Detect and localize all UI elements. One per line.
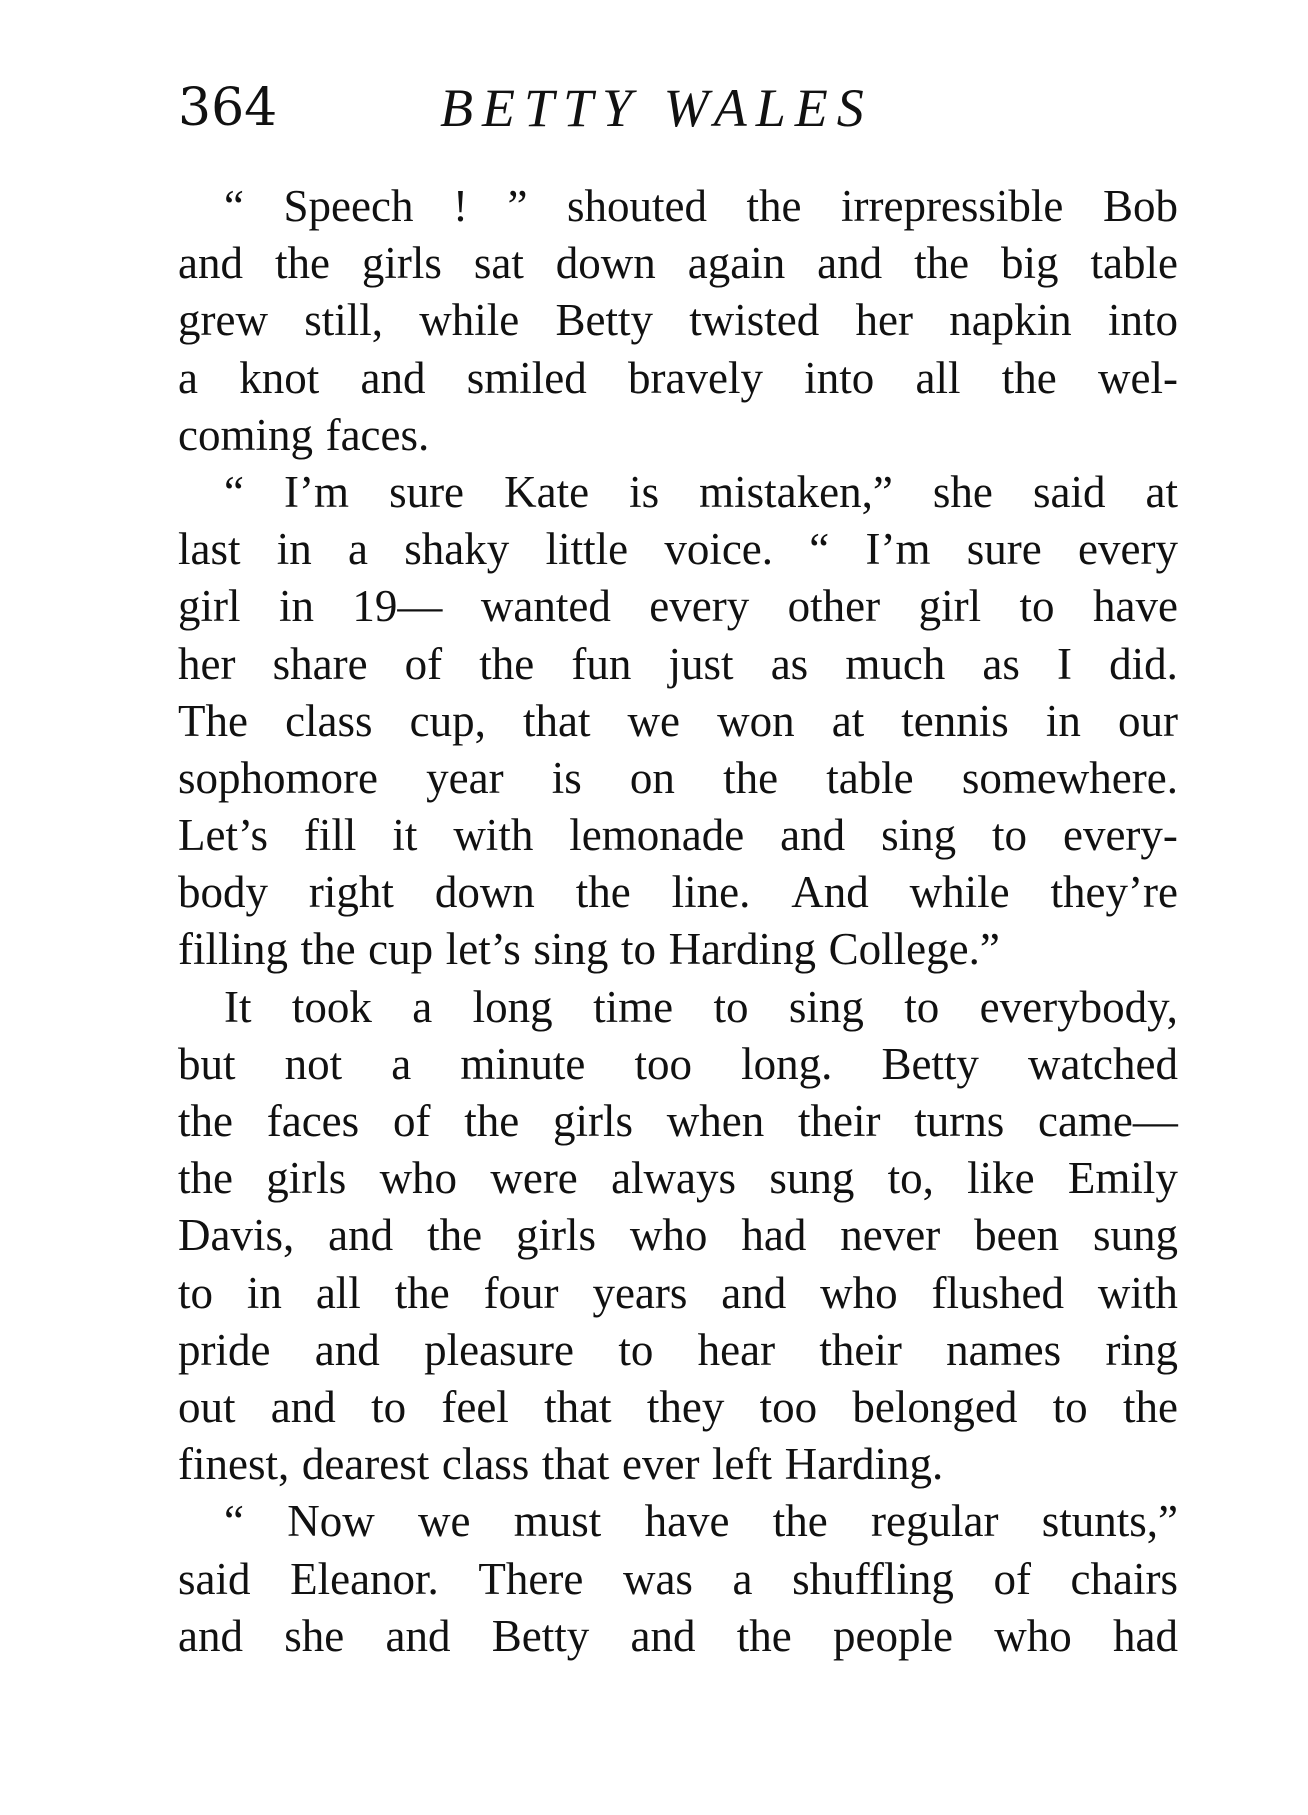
text-line: girl in 19— wanted every other girl to have (178, 581, 1178, 632)
text-line: finest, dearest class that ever left Harding. (178, 1439, 944, 1490)
text-line: It took a long time to sing to everybody, (224, 981, 1178, 1032)
text-line: pride and pleasure to hear their names ring (178, 1324, 1178, 1375)
text-line: coming faces. (178, 409, 430, 460)
page-number: 364 (178, 78, 278, 138)
text-line: out and to feel that they too belonged to the (178, 1381, 1178, 1432)
text-line: Davis, and the girls who had never been sung (178, 1210, 1178, 1261)
text-line: and the girls sat down again and the big table (178, 238, 1178, 289)
text-line: filling the cup let’s sing to Harding College.” (178, 924, 1000, 975)
text-line: The class cup, that we won at tennis in our (178, 695, 1178, 746)
text-line: last in a shaky little voice. “ I’m sure every (178, 524, 1178, 575)
text-line: “ Now we must have the regular stunts,” (224, 1496, 1178, 1547)
page-header (178, 72, 1178, 152)
text-line: a knot and smiled bravely into all the wel- (178, 352, 1178, 403)
text-line: and she and Betty and the people who had (178, 1610, 1178, 1661)
text-line: “ I’m sure Kate is mistaken,” she said at (224, 466, 1178, 517)
text-line: “ Speech ! ” shouted the irrepressible Bob (224, 181, 1178, 231)
text-line: to in all the four years and who flushed with (178, 1267, 1178, 1318)
body-text (178, 178, 1178, 1665)
text-line: but not a minute too long. Betty watched (178, 1038, 1178, 1089)
running-head-title: BETTY WALES (440, 78, 873, 138)
text-line: Let’s fill it with lemonade and sing to every- (178, 810, 1178, 861)
text-line: body right down the line. And while they’re (178, 867, 1178, 918)
text-line: grew still, while Betty twisted her napkin into (178, 295, 1178, 346)
text-line: her share of the fun just as much as I did. (178, 638, 1178, 689)
text-line: the girls who were always sung to, like Emily (178, 1153, 1178, 1204)
text-line: said Eleanor. There was a shuffling of chairs (178, 1553, 1178, 1604)
text-line: sophomore year is on the table somewhere. (178, 752, 1178, 803)
text-line: the faces of the girls when their turns came— (178, 1096, 1178, 1146)
